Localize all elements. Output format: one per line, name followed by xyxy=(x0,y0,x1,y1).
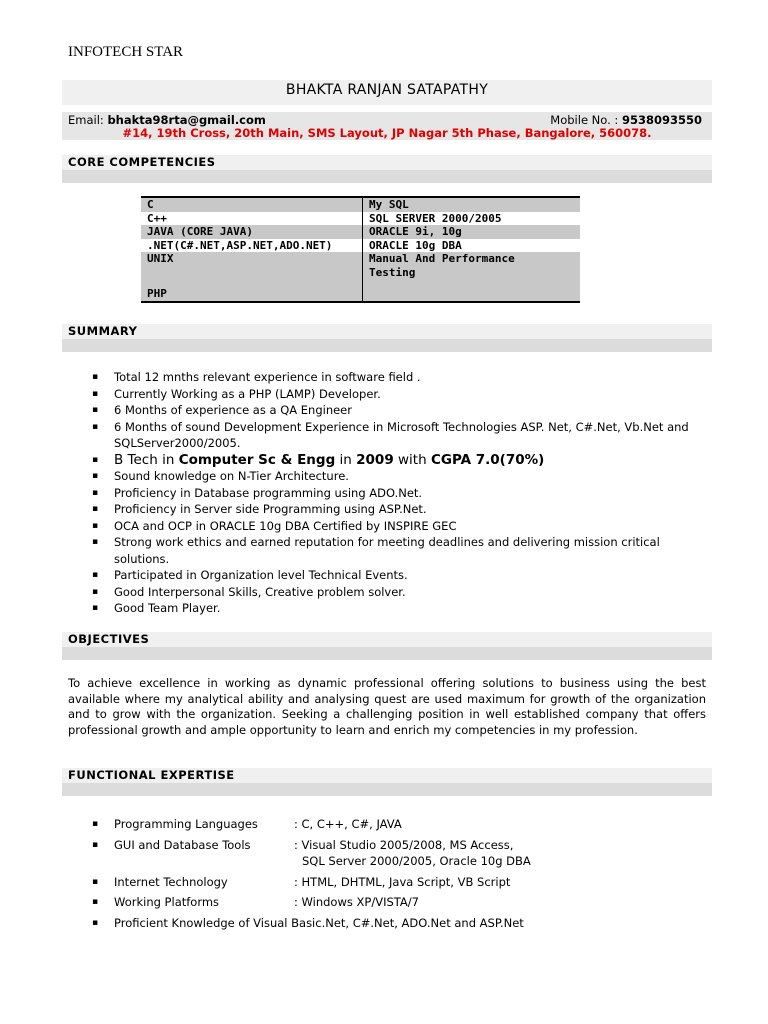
table-cell: My SQL xyxy=(363,197,581,212)
table-cell: ORACLE 9i, 10g xyxy=(363,225,581,239)
list-item xyxy=(92,894,712,911)
list-item-btech xyxy=(92,452,702,469)
table-cell xyxy=(141,266,363,280)
expertise-label: GUI and Database Tools xyxy=(114,837,251,852)
email-label: Email: xyxy=(68,113,104,127)
list-item: ▪ Currently Working as a PHP (LAMP) Developer. xyxy=(92,386,702,403)
btech-text: in xyxy=(335,451,357,468)
list-item: ▪ Participated in Organization level Technical Events. xyxy=(92,567,702,584)
btech-year: 2009 xyxy=(356,451,394,468)
list-item: ▪ Proficient Knowledge of Visual Basic.Net, C#.Net, ADO.Net and ASP.Net xyxy=(92,915,712,932)
table-row xyxy=(141,279,580,302)
mobile-line xyxy=(550,113,702,127)
objectives-header-band xyxy=(62,632,712,647)
email-line xyxy=(68,113,266,127)
btech-text: B Tech in xyxy=(114,451,179,468)
table-row xyxy=(141,197,580,212)
table-cell: UNIX xyxy=(141,252,363,266)
table-row xyxy=(141,266,580,280)
section-title-core: CORE COMPETENCIES xyxy=(68,155,216,169)
mobile-value: 9538093550 xyxy=(621,113,702,127)
section-title-objectives: OBJECTIVES xyxy=(68,632,150,646)
list-item: ▪ Proficiency in Server side Programming using ASP.Net. xyxy=(92,501,702,518)
mobile-label: Mobile No. : xyxy=(550,113,619,127)
list-item: ▪ Sound knowledge on N-Tier Architecture. xyxy=(92,468,702,485)
table-cell: SQL SERVER 2000/2005 xyxy=(369,211,502,225)
section-title-functional: FUNCTIONAL EXPERTISE xyxy=(68,768,235,782)
expertise-value: : Visual Studio 2005/2008, MS Access, xyxy=(294,837,514,852)
btech-degree: Computer Sc & Engg xyxy=(178,451,336,468)
list-item: ▪ Strong work ethics and earned reputation for meeting deadlines and delivering mission critical solutions. xyxy=(92,534,702,567)
expertise-label: Working Platforms xyxy=(114,895,220,909)
table-row xyxy=(141,225,580,239)
summary-header-bar xyxy=(62,339,712,352)
summary-header-band xyxy=(62,324,712,339)
btech-cgpa: CGPA 7.0(70%) xyxy=(430,451,545,468)
list-item: ▪ Good Team Player. xyxy=(92,600,702,617)
expertise-value: : Windows XP/VISTA/7 xyxy=(294,895,419,909)
table-cell: Testing xyxy=(363,266,581,280)
table-cell: ORACLE 10g DBA xyxy=(369,238,462,252)
table-cell: Manual And Performance xyxy=(363,252,581,266)
list-item xyxy=(92,874,712,891)
table-cell: .NET(C#.NET,ASP.NET,ADO.NET) xyxy=(141,239,363,253)
objective-paragraph: To achieve excellence in working as dynamic professional offering solutions to business using the best available where my analytical ability and analysing quest are used maximum for growth of the organization and to grow with the organization. Seeking a challenging position in well established company that offers professional growth and ample opportunity to learn and enrich my competencies in my profession. xyxy=(68,676,706,737)
table-cell: PHP xyxy=(141,279,363,302)
list-item xyxy=(92,816,712,833)
expertise-value: : C, C++, C#, JAVA xyxy=(294,817,402,831)
core-header-bar xyxy=(62,170,712,183)
list-item: ▪ 6 Months of experience as a QA Engineer xyxy=(92,402,702,419)
company-name: INFOTECH STAR xyxy=(68,44,184,60)
expertise-label: Programming Languages xyxy=(114,817,258,831)
email-value: bhakta98rta@gmail.com xyxy=(107,113,266,127)
functional-list xyxy=(92,816,712,935)
competencies-table xyxy=(141,196,580,303)
expertise-label: Internet Technology xyxy=(114,874,228,889)
table-row xyxy=(141,252,580,266)
address: #14, 19th Cross, 20th Main, SMS Layout, JP Nagar 5th Phase, Bangalore, 560078. xyxy=(122,126,652,140)
objectives-header-bar xyxy=(62,647,712,660)
table-row xyxy=(141,212,580,226)
btech-text: with xyxy=(393,451,431,468)
list-item: ▪ Proficiency in Database programming using ADO.Net. xyxy=(92,485,702,502)
table-cell: C xyxy=(141,197,363,212)
table-row xyxy=(141,239,580,253)
table-cell xyxy=(363,279,581,302)
list-item xyxy=(92,837,712,870)
summary-list xyxy=(92,369,702,617)
expertise-value: : HTML, DHTML, Java Script, VB Script xyxy=(294,874,511,889)
expertise-value-2: SQL Server 2000/2005, Oracle 10g DBA xyxy=(302,854,531,868)
list-item: ▪ OCA and OCP in ORACLE 10g DBA Certified by INSPIRE GEC xyxy=(92,518,702,535)
list-item: ▪ Total 12 mnths relevant experience in software field . xyxy=(92,369,702,386)
candidate-name: BHAKTA RANJAN SATAPATHY xyxy=(285,82,489,98)
list-item: ▪ 6 Months of sound Development Experience in Microsoft Technologies ASP. Net, C#.Net, Vb.Net and SQLServer2000/2005. xyxy=(92,419,702,452)
table-cell: C++ xyxy=(141,212,363,226)
functional-header-bar xyxy=(62,783,712,796)
list-item: ▪ Good Interpersonal Skills, Creative problem solver. xyxy=(92,584,702,601)
table-cell: JAVA (CORE JAVA) xyxy=(141,225,363,239)
section-title-summary: SUMMARY xyxy=(68,324,138,338)
